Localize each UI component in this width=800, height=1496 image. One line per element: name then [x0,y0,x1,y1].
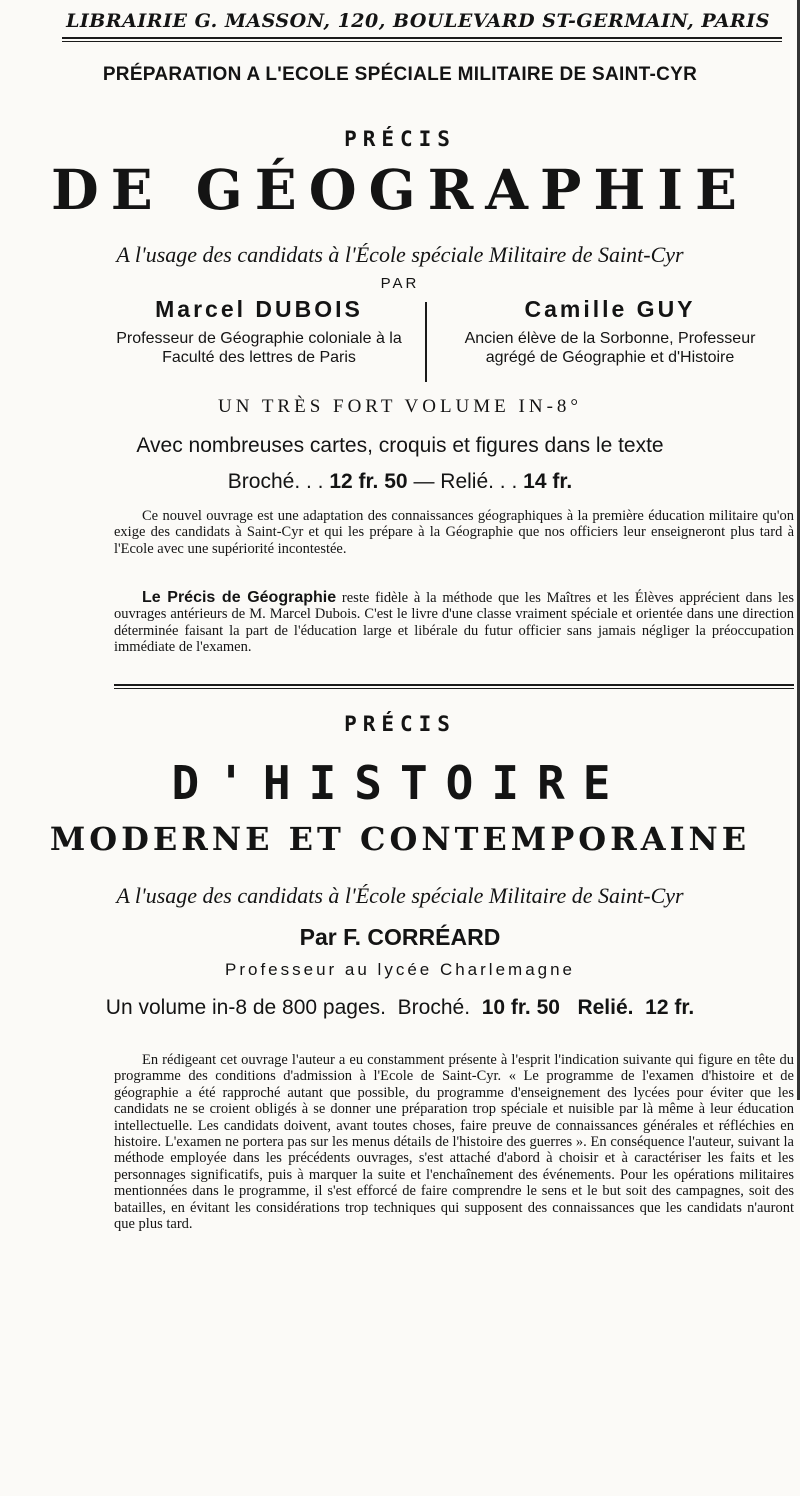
author-dubois [100,296,418,367]
histoire-paragraph: En rédigeant cet ouvrage l'auteur a eu constamment présente à l'esprit l'indication suivante qui figure en tête du programme des conditions d'admission à l'Ecole de Saint-Cyr. « Le programme de l'examen d'histoire et de géographie a été rapproché autant que possible, du programme d'enseignement des lycées pour éviter que les candidats ne se croient obligés à se donner une préparation trop spéciale et nuisible par là même à leur éducation intellectuelle. Les candidats doivent, avant toutes choses, faire preuve de connaissances générales et réfléchies en histoire. L'examen ne portera pas sur les menus détails de l'histoire des guerres ». En conséquence l'auteur, suivant la méthode employée dans les précédents ouvrages, s'est attaché d'abord à choisir et à caractériser les faits et les personnages significatifs, puis à marquer la suite et l'enchaînement des événements. Pour les opérations militaires mentionnées dans le programme, il s'est efforcé de faire comprendre le sens et le but soit des campagnes, soit des batailles, en évitant les considérations trop techniques qui supposent des connaissances que les candidats n'auront que plus tard. [114,1052,794,1233]
volume-description: Un volume in-8 de 800 pages. [105,996,386,1019]
author-name: Marcel DUBOIS [155,296,363,322]
author-desc-line: agrégé de Géographie et d'Histoire [485,349,735,366]
par-label: PAR [380,275,420,292]
paragraph-text: reste fidèle à la méthode que les Maîtres et les Élèves apprécient dans les ouvrages antérieurs de M. Marcel Dubois. C'est le livre d'une classe vraiment spéciale et orientée dans une direction déterminée faisant la part de l'éducation large et libérale du futur officier sans jamais négliger la préoccupation immédiate de l'examen. [114,590,794,656]
broche-label: Broché. [397,996,471,1019]
cartes-note: Avec nombreuses cartes, croquis et figures dans le texte [136,434,664,457]
precis-bold-title: Le Précis de Géographie [142,589,337,606]
section-rule-thin [114,688,794,689]
volume-description: UN TRÈS FORT VOLUME IN-8° [217,396,583,417]
professeur-line: Professeur au lycée Charlemagne [224,960,576,979]
author-correard: F. CORRÉARD [343,924,501,950]
relie-label: Relié. [577,996,634,1019]
precis-label-hist: PRÉCIS [344,712,456,736]
histoire-title: D'HISTOIRE [171,756,629,810]
relie-label: — Relié. . . [413,470,518,493]
author-desc-line: Ancien élève de la Sorbonne, Professeur [464,330,756,347]
broche-label: Broché. . . [227,470,324,493]
histoire-subtitle: A l'usage des candidats à l'École spéciale Militaire de Saint-Cyr [116,883,684,908]
histoire-author-line [0,924,800,951]
par-label: Par [299,924,337,950]
author-description [100,329,418,367]
author-guy [430,296,790,367]
author-name: Camille GUY [524,296,696,322]
broche-price: 12 fr. 50 [329,470,408,493]
preparation-heading: PRÉPARATION A L'ECOLE SPÉCIALE MILITAIRE DE SAINT-CYR [102,64,698,85]
moderne-contemporaine-title: MODERNE ET CONTEMPORAINE [49,820,751,858]
header-rule [62,37,782,39]
histoire-volume-price [0,996,800,1020]
publisher-header: LIBRAIRIE G. MASSON, 120, BOULEVARD ST-GERMAIN, PARIS [66,10,770,32]
author-desc-line: Faculté des lettres de Paris [162,349,356,366]
geographie-subtitle: A l'usage des candidats à l'École spéciale Militaire de Saint-Cyr [116,242,684,267]
broche-price: 10 fr. 50 [481,996,560,1019]
relie-price: 14 fr. [523,470,573,493]
precis-label-geo: PRÉCIS [344,127,456,151]
geographie-paragraph-1: Ce nouvel ouvrage est une adaptation des connaissances géographiques à la première éducation militaire qu'on exige des candidats à Saint-Cyr et qui les prépare à la Géographie que nos officiers leur enseigneront plus tard à l'Ecole avec une supériorité incontestée. [114,508,794,557]
price-line [0,470,800,494]
geographie-paragraph-2 [114,590,794,656]
author-divider [425,302,427,382]
geographie-title: DE GÉOGRAPHIE [51,157,749,222]
header-rule-thin [62,41,782,42]
author-desc-line: Professeur de Géographie coloniale à la [116,330,402,347]
author-description [430,329,790,367]
relie-price: 12 fr. [645,996,695,1019]
section-rule [114,684,794,686]
